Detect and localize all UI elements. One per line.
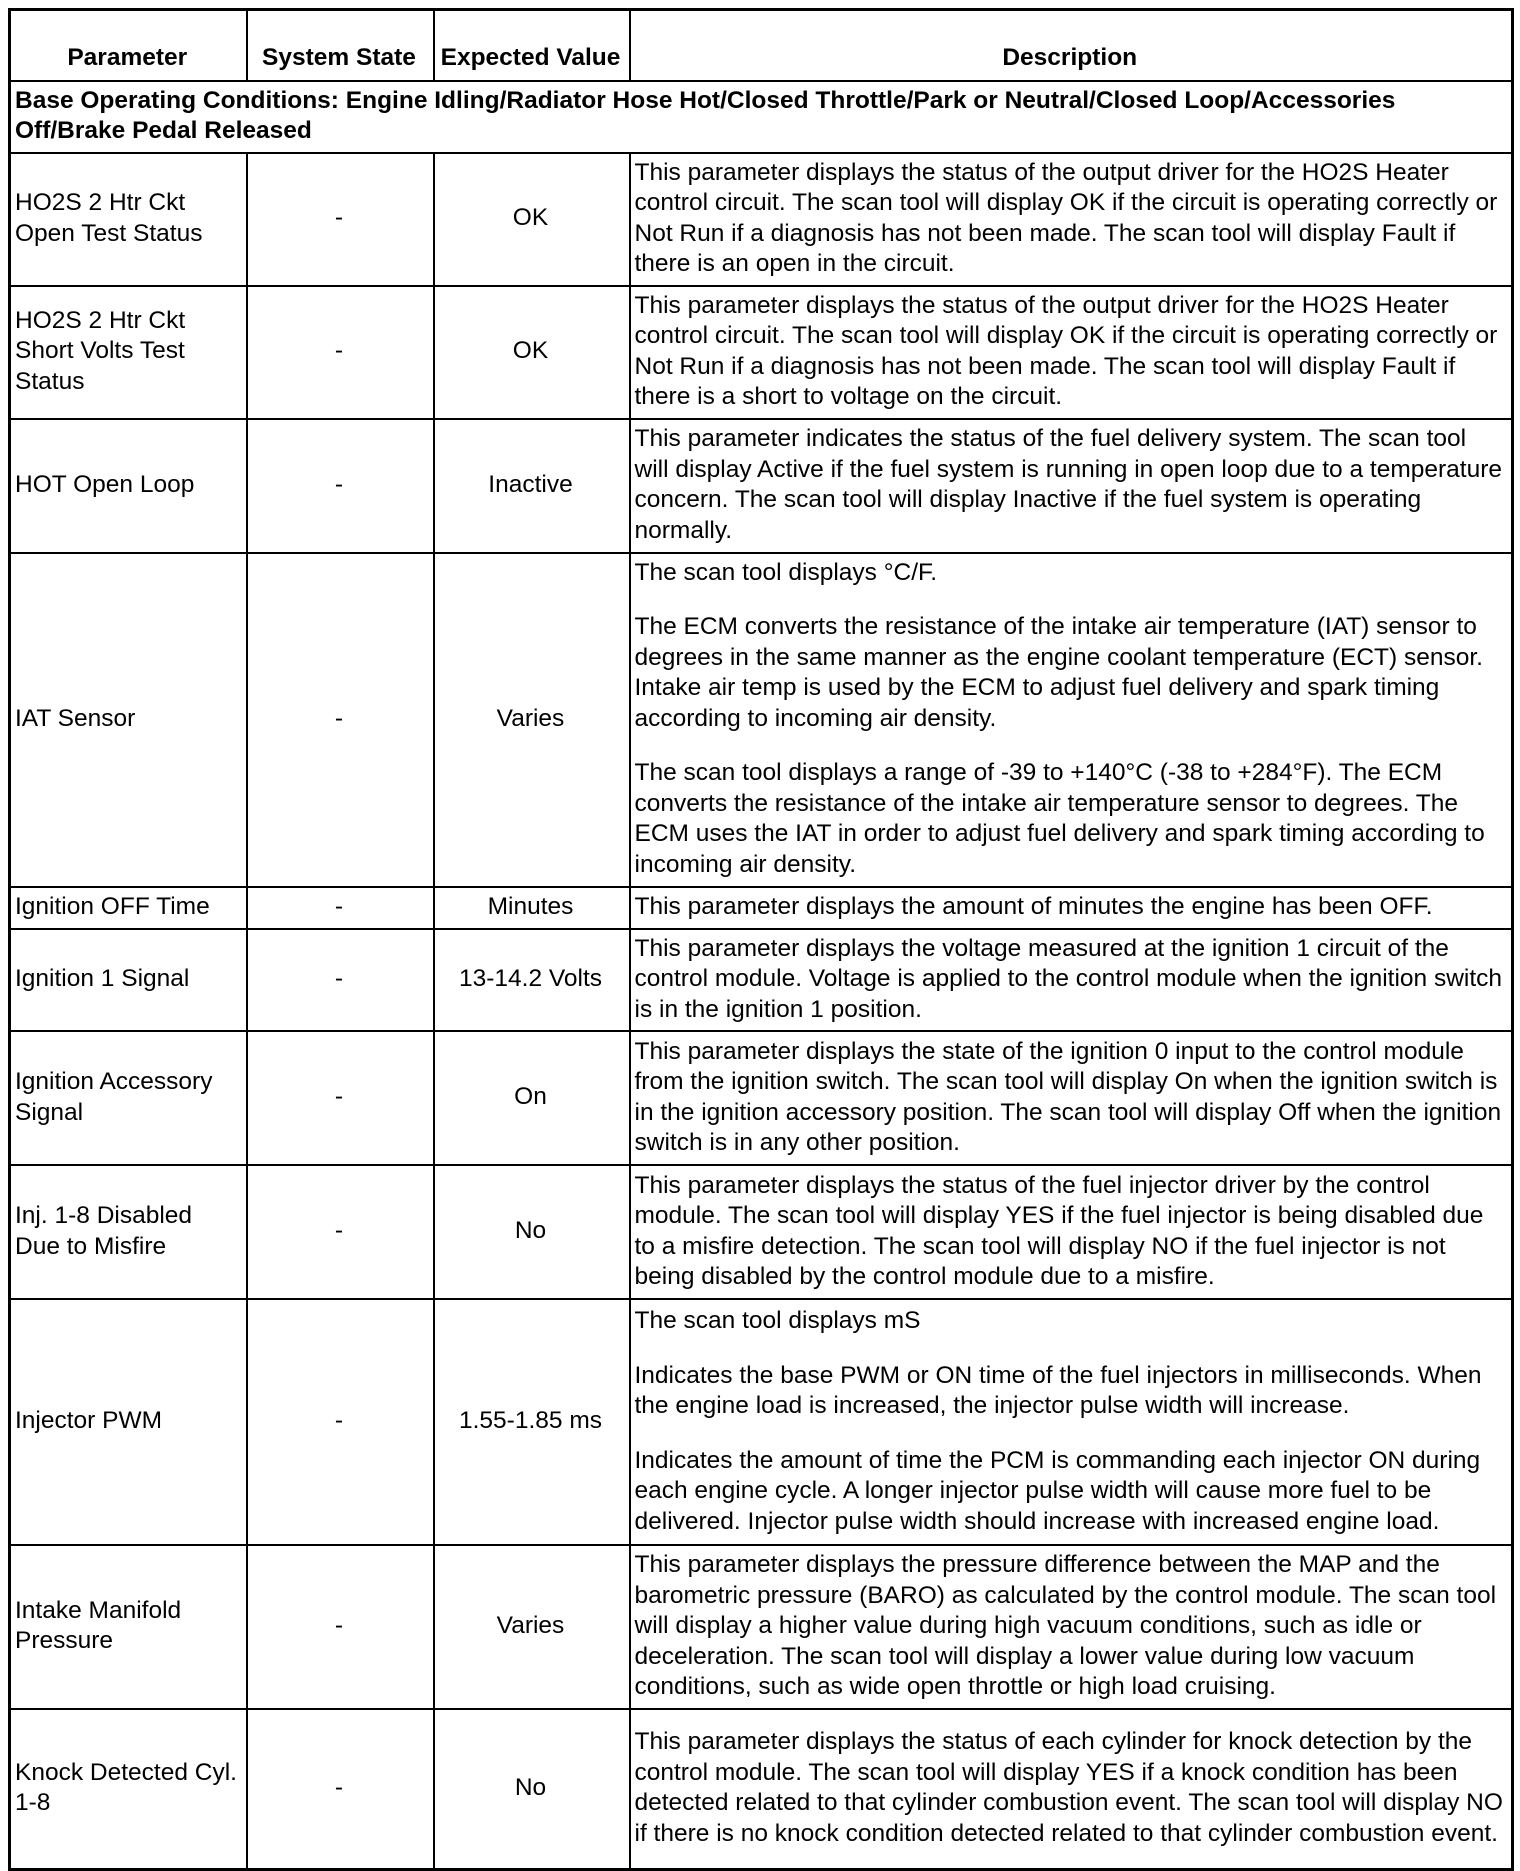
description — [630, 419, 1513, 553]
description-paragraph: This parameter displays the status of the output driver for the HO2S Heater control circuit. The scan tool will display OK if the circuit is operating correctly or Not Run if a diagnosis has not been made. The scan tool will display Fault if there is an open in the circuit. — [634, 158, 1498, 277]
system-state: - — [247, 929, 434, 1032]
parameter-name: IAT Sensor — [10, 553, 247, 887]
description-paragraph: This parameter displays the pressure difference between the MAP and the barometric pressure (BARO) as calculated by the control module. The scan tool will display a higher value during high vacuum conditions, such as idle or deceleration. The scan tool will display a lower value during low vacuum conditions, such as wide open throttle or high load cruising. — [634, 1551, 1497, 1700]
table-row — [10, 1165, 1513, 1299]
system-state: - — [247, 419, 434, 553]
description — [630, 887, 1513, 929]
header-parameter: Parameter — [10, 10, 247, 81]
expected-value: On — [434, 1031, 630, 1165]
conditions-row — [10, 81, 1513, 153]
description — [630, 1709, 1513, 1870]
system-state: - — [247, 1031, 434, 1165]
description-paragraph: The scan tool displays a range of -39 to +140°C (-38 to +284°F). The ECM converts the resistance of the intake air temperature sensor to degrees. The ECM uses the IAT in order to adjust fuel delivery and spark timing according to incoming air density. — [634, 759, 1485, 878]
description — [630, 929, 1513, 1032]
description-paragraph: This parameter displays the voltage measured at the ignition 1 circuit of the control module. Voltage is applied to the control module when the ignition switch is in the ignition 1 position. — [634, 934, 1503, 1023]
parameter-name: HO2S 2 Htr Ckt Open Test Status — [10, 153, 247, 286]
system-state: - — [247, 1709, 434, 1870]
description-paragraph: This parameter displays the status of the fuel injector driver by the control module. The scan tool will display YES if the fuel injector is being disabled due to a misfire detection. The scan tool will display NO if the fuel injector is not being disabled by the control module due to a misfire. — [634, 1171, 1484, 1290]
expected-value: Minutes — [434, 887, 630, 929]
parameter-name: Injector PWM — [10, 1299, 247, 1545]
expected-value: Inactive — [434, 419, 630, 553]
description-paragraph: This parameter displays the status of each cylinder for knock detection by the control module. The scan tool will display YES if a knock condition has been detected related to that cylinder combustion event. The scan tool will display NO if there is no knock condition detected related to that cylinder combustion event. — [634, 1728, 1503, 1847]
description — [630, 1545, 1513, 1709]
table-row — [10, 419, 1513, 553]
description-paragraph: This parameter displays the state of the ignition 0 input to the control module from the ignition switch. The scan tool will display On when the ignition switch is in the ignition accessory position. The scan tool will display Off when the ignition switch is in any other position. — [634, 1037, 1502, 1156]
description-paragraph: This parameter indicates the status of the fuel delivery system. The scan tool will display Active if the fuel system is running in open loop due to a temperature concern. The scan tool will display Inactive if the fuel system is operating normally. — [634, 425, 1503, 544]
parameter-name: HOT Open Loop — [10, 419, 247, 553]
description-paragraph: Indicates the amount of time the PCM is commanding each injector ON during each engine cycle. A longer injector pulse width will cause more fuel to be delivered. Injector pulse width should increase with increased engine load. — [634, 1446, 1481, 1535]
description — [630, 1031, 1513, 1165]
header-system-state: System State — [247, 10, 434, 81]
table-row — [10, 887, 1513, 929]
system-state: - — [247, 153, 434, 286]
description — [630, 1165, 1513, 1299]
expected-value: 1.55-1.85 ms — [434, 1299, 630, 1545]
system-state: - — [247, 553, 434, 887]
header-row — [10, 10, 1513, 81]
base-operating-conditions: Base Operating Conditions: Engine Idling/Radiator Hose Hot/Closed Throttle/Park or Neutral/Closed Loop/Accessories Off/Brake Pedal Released — [10, 81, 1513, 153]
expected-value: No — [434, 1165, 630, 1299]
expected-value: OK — [434, 286, 630, 419]
expected-value: OK — [434, 153, 630, 286]
header-expected-value: Expected Value — [434, 10, 630, 81]
description — [630, 153, 1513, 286]
description — [630, 553, 1513, 887]
parameter-name: Ignition Accessory Signal — [10, 1031, 247, 1165]
description-paragraph: This parameter displays the status of the output driver for the HO2S Heater control circuit. The scan tool will display OK if the circuit is operating correctly or Not Run if a diagnosis has not been made. The scan tool will display Fault if there is a short to voltage on the circuit. — [634, 291, 1498, 410]
description-paragraph: The scan tool displays mS — [634, 1307, 921, 1334]
expected-value: Varies — [434, 1545, 630, 1709]
parameter-name: Knock Detected Cyl. 1-8 — [10, 1709, 247, 1870]
description — [630, 286, 1513, 419]
system-state: - — [247, 1299, 434, 1545]
parameter-name: Ignition OFF Time — [10, 887, 247, 929]
system-state: - — [247, 887, 434, 929]
table-row — [10, 929, 1513, 1032]
table-row — [10, 153, 1513, 286]
system-state: - — [247, 286, 434, 419]
parameter-table — [8, 8, 1514, 1871]
table-row — [10, 1299, 1513, 1545]
parameter-name: HO2S 2 Htr Ckt Short Volts Test Status — [10, 286, 247, 419]
expected-value: No — [434, 1709, 630, 1870]
system-state: - — [247, 1545, 434, 1709]
table-row — [10, 286, 1513, 419]
table-row — [10, 553, 1513, 887]
spec-sheet — [8, 8, 1511, 1871]
description-paragraph: The scan tool displays °C/F. — [634, 558, 938, 586]
parameter-name: Inj. 1-8 Disabled Due to Misfire — [10, 1165, 247, 1299]
description-paragraph: This parameter displays the amount of minutes the engine has been OFF. — [634, 892, 1433, 920]
table-row — [10, 1031, 1513, 1165]
parameter-name: Intake Manifold Pressure — [10, 1545, 247, 1709]
parameter-name: Ignition 1 Signal — [10, 929, 247, 1032]
description-paragraph: The ECM converts the resistance of the intake air temperature (IAT) sensor to degrees in the same manner as the engine coolant temperature (ECT) sensor. Intake air temp is used by the ECM to adjust fuel delivery and spark timing according to incoming air density. — [634, 613, 1483, 732]
header-description: Description — [630, 10, 1513, 81]
description — [630, 1299, 1513, 1545]
expected-value: 13-14.2 Volts — [434, 929, 630, 1032]
expected-value: Varies — [434, 553, 630, 887]
description-paragraph: Indicates the base PWM or ON time of the fuel injectors in milliseconds. When the engine load is increased, the injector pulse width will increase. — [634, 1361, 1482, 1419]
table-row — [10, 1545, 1513, 1709]
table-row — [10, 1709, 1513, 1870]
system-state: - — [247, 1165, 434, 1299]
